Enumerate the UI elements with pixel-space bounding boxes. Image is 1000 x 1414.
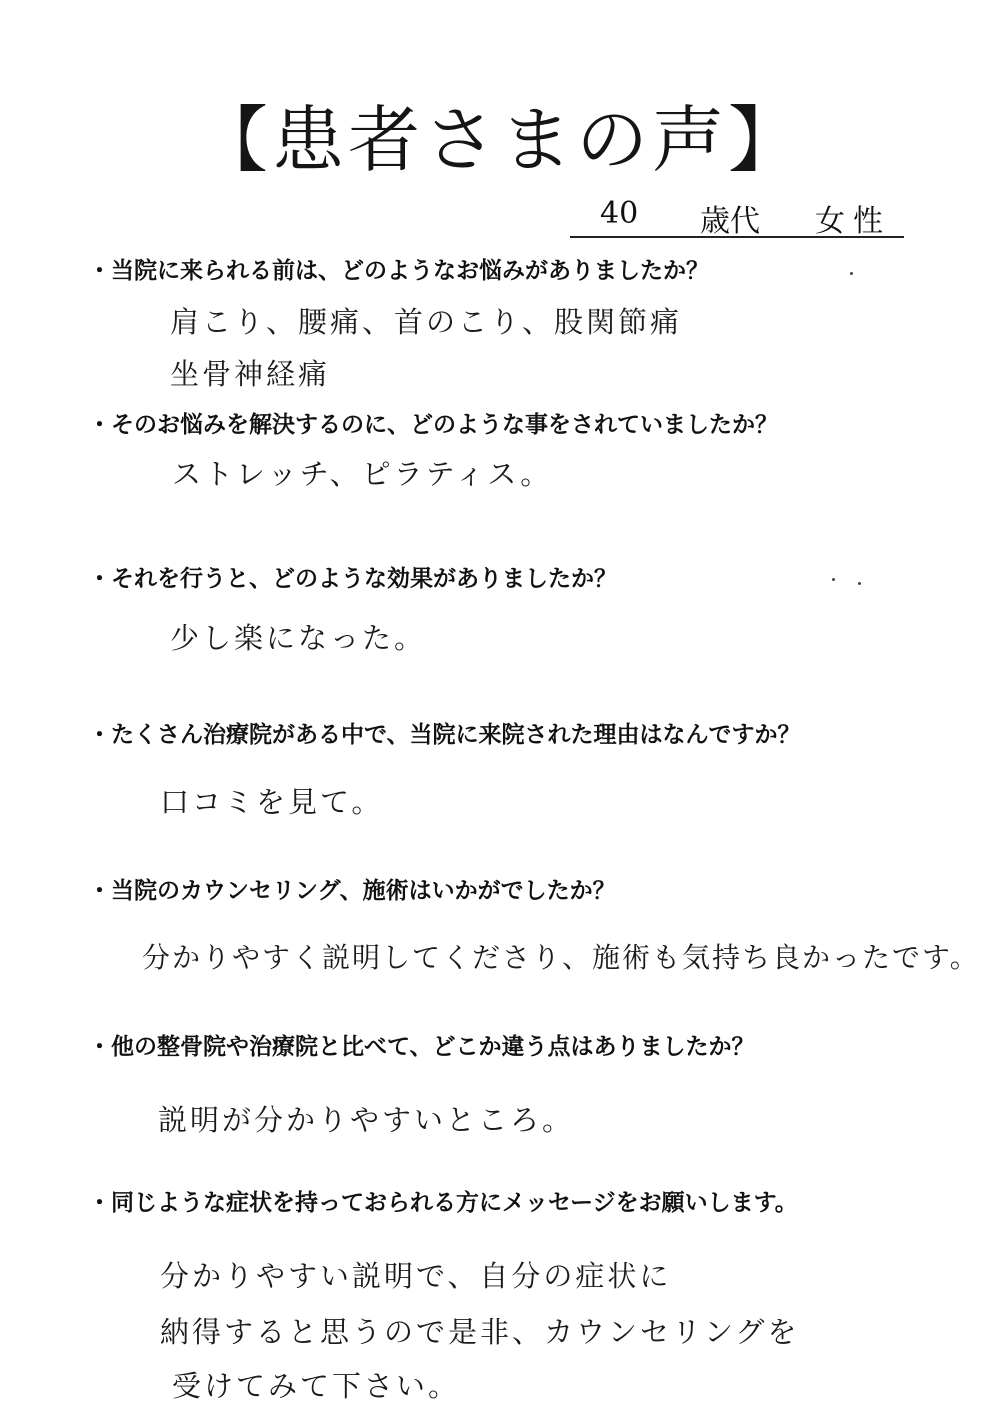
answer-1-line-2: 坐骨神経痛 bbox=[170, 357, 331, 391]
respondent-gender: 女性 bbox=[815, 204, 891, 239]
page-title: 【患者さまの声】 bbox=[195, 98, 804, 182]
answer-3-line-1: 少し楽になった。 bbox=[170, 621, 427, 655]
scan-speck bbox=[850, 272, 853, 275]
question-1: ・当院に来られる前は、どのようなお悩みがありましたか？ bbox=[88, 258, 709, 284]
respondent-age: 40 bbox=[600, 196, 639, 231]
answer-5-line-1: 分かりやすく説明してくださり、施術も気持ち良かったです。 bbox=[142, 941, 980, 974]
answer-2-line-1: ストレッチ、ピラティス。 bbox=[172, 457, 553, 491]
answer-7-line-3: 受けてみて下さい。 bbox=[172, 1369, 461, 1403]
answer-4-line-1: 口コミを見て。 bbox=[160, 785, 384, 819]
answer-7-line-2: 納得すると思うので是非、カウンセリングを bbox=[160, 1315, 800, 1349]
question-2: ・そのお悩みを解決するのに、どのような事をされていましたか？ bbox=[88, 412, 778, 438]
scan-speck bbox=[858, 582, 861, 585]
answer-7-line-1: 分かりやすい説明で、自分の症状に bbox=[160, 1259, 672, 1293]
question-4: ・たくさん治療院がある中で、当院に来院された理由はなんですか？ bbox=[88, 722, 801, 748]
question-6: ・他の整骨院や治療院と比べて、どこか違う点はありましたか？ bbox=[88, 1034, 755, 1060]
answer-1-line-1: 肩こり、腰痛、首のこり、股関節痛 bbox=[170, 305, 683, 339]
answer-6-line-1: 説明が分かりやすいところ。 bbox=[158, 1103, 575, 1137]
respondent-age-suffix: 歳代 bbox=[700, 204, 760, 239]
question-5: ・当院のカウンセリング、施術はいかがでしたか？ bbox=[88, 878, 616, 904]
question-7: ・同じような症状を持っておられる方にメッセージをお願いします。 bbox=[88, 1190, 798, 1216]
question-3: ・それを行うと、どのような効果がありましたか？ bbox=[88, 566, 617, 592]
scan-speck bbox=[832, 578, 835, 581]
respondent-info bbox=[570, 194, 904, 238]
